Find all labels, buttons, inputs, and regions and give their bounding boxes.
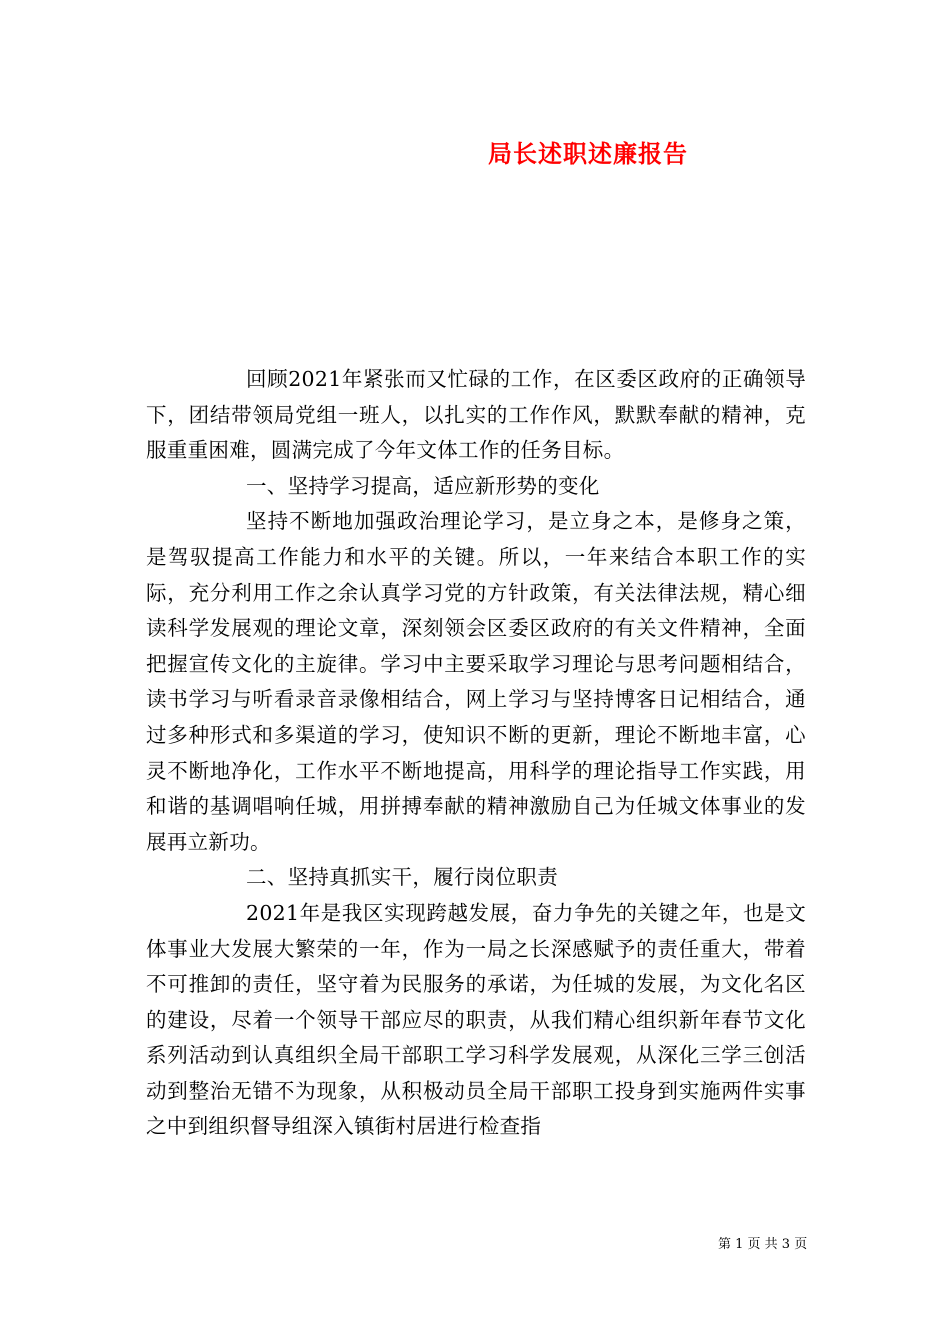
page-number: 第 1 页 共 3 页 (718, 1237, 808, 1252)
paragraph-intro: 回顾2021年紧张而又忙碌的工作，在区委区政府的正确领导下，团结带领局党组一班人，以扎实的工作作风，默默奉献的精神，克服重重困难，圆满完成了今年文体工作的任务目标。 (146, 367, 806, 463)
document-title: 局长述职述廉报告 (488, 139, 688, 168)
document-body (146, 362, 806, 1145)
paragraph-section-1: 坚持不断地加强政治理论学习，是立身之本，是修身之策，是驾驭提高工作能力和水平的关键。所以，一年来结合本职工作的实际，充分利用工作之余认真学习党的方针政策，有关法律法规，精心细读科学发展观的理论文章，深刻领会区委区政府的有关文件精神，全面把握宣传文化的主旋律。学习中主要采取学习理论与思考问题相结合，读书学习与听看录音录像相结合，网上学习与坚持博客日记相结合，通过多种形式和多渠道的学习，使知识不断的更新，理论不断地丰富，心灵不断地净化，工作水平不断地提高，用科学的理论指导工作实践，用和谐的基调唱响任城，用拼搏奉献的精神激励自己为任城文体事业的发展再立新功。 (146, 509, 806, 854)
paragraph-section-2: 2021年是我区实现跨越发展，奋力争先的关键之年，也是文体事业大发展大繁荣的一年，作为一局之长深感赋予的责任重大，带着不可推卸的责任，坚守着为民服务的承诺，为任城的发展，为文化名区的建设，尽着一个领导干部应尽的职责，从我们精心组织新年春节文化系列活动到认真组织全局干部职工学习科学发展观，从深化三学三创活动到整治无错不为现象，从积极动员全局干部职工投身到实施两件实事之中到组织督导组深入镇街村居进行检查指 (146, 900, 806, 1139)
section-heading-1: 一、坚持学习提高，适应新形势的变化 (246, 473, 600, 498)
section-heading-2: 二、坚持真抓实干，履行岗位职责 (246, 865, 558, 890)
